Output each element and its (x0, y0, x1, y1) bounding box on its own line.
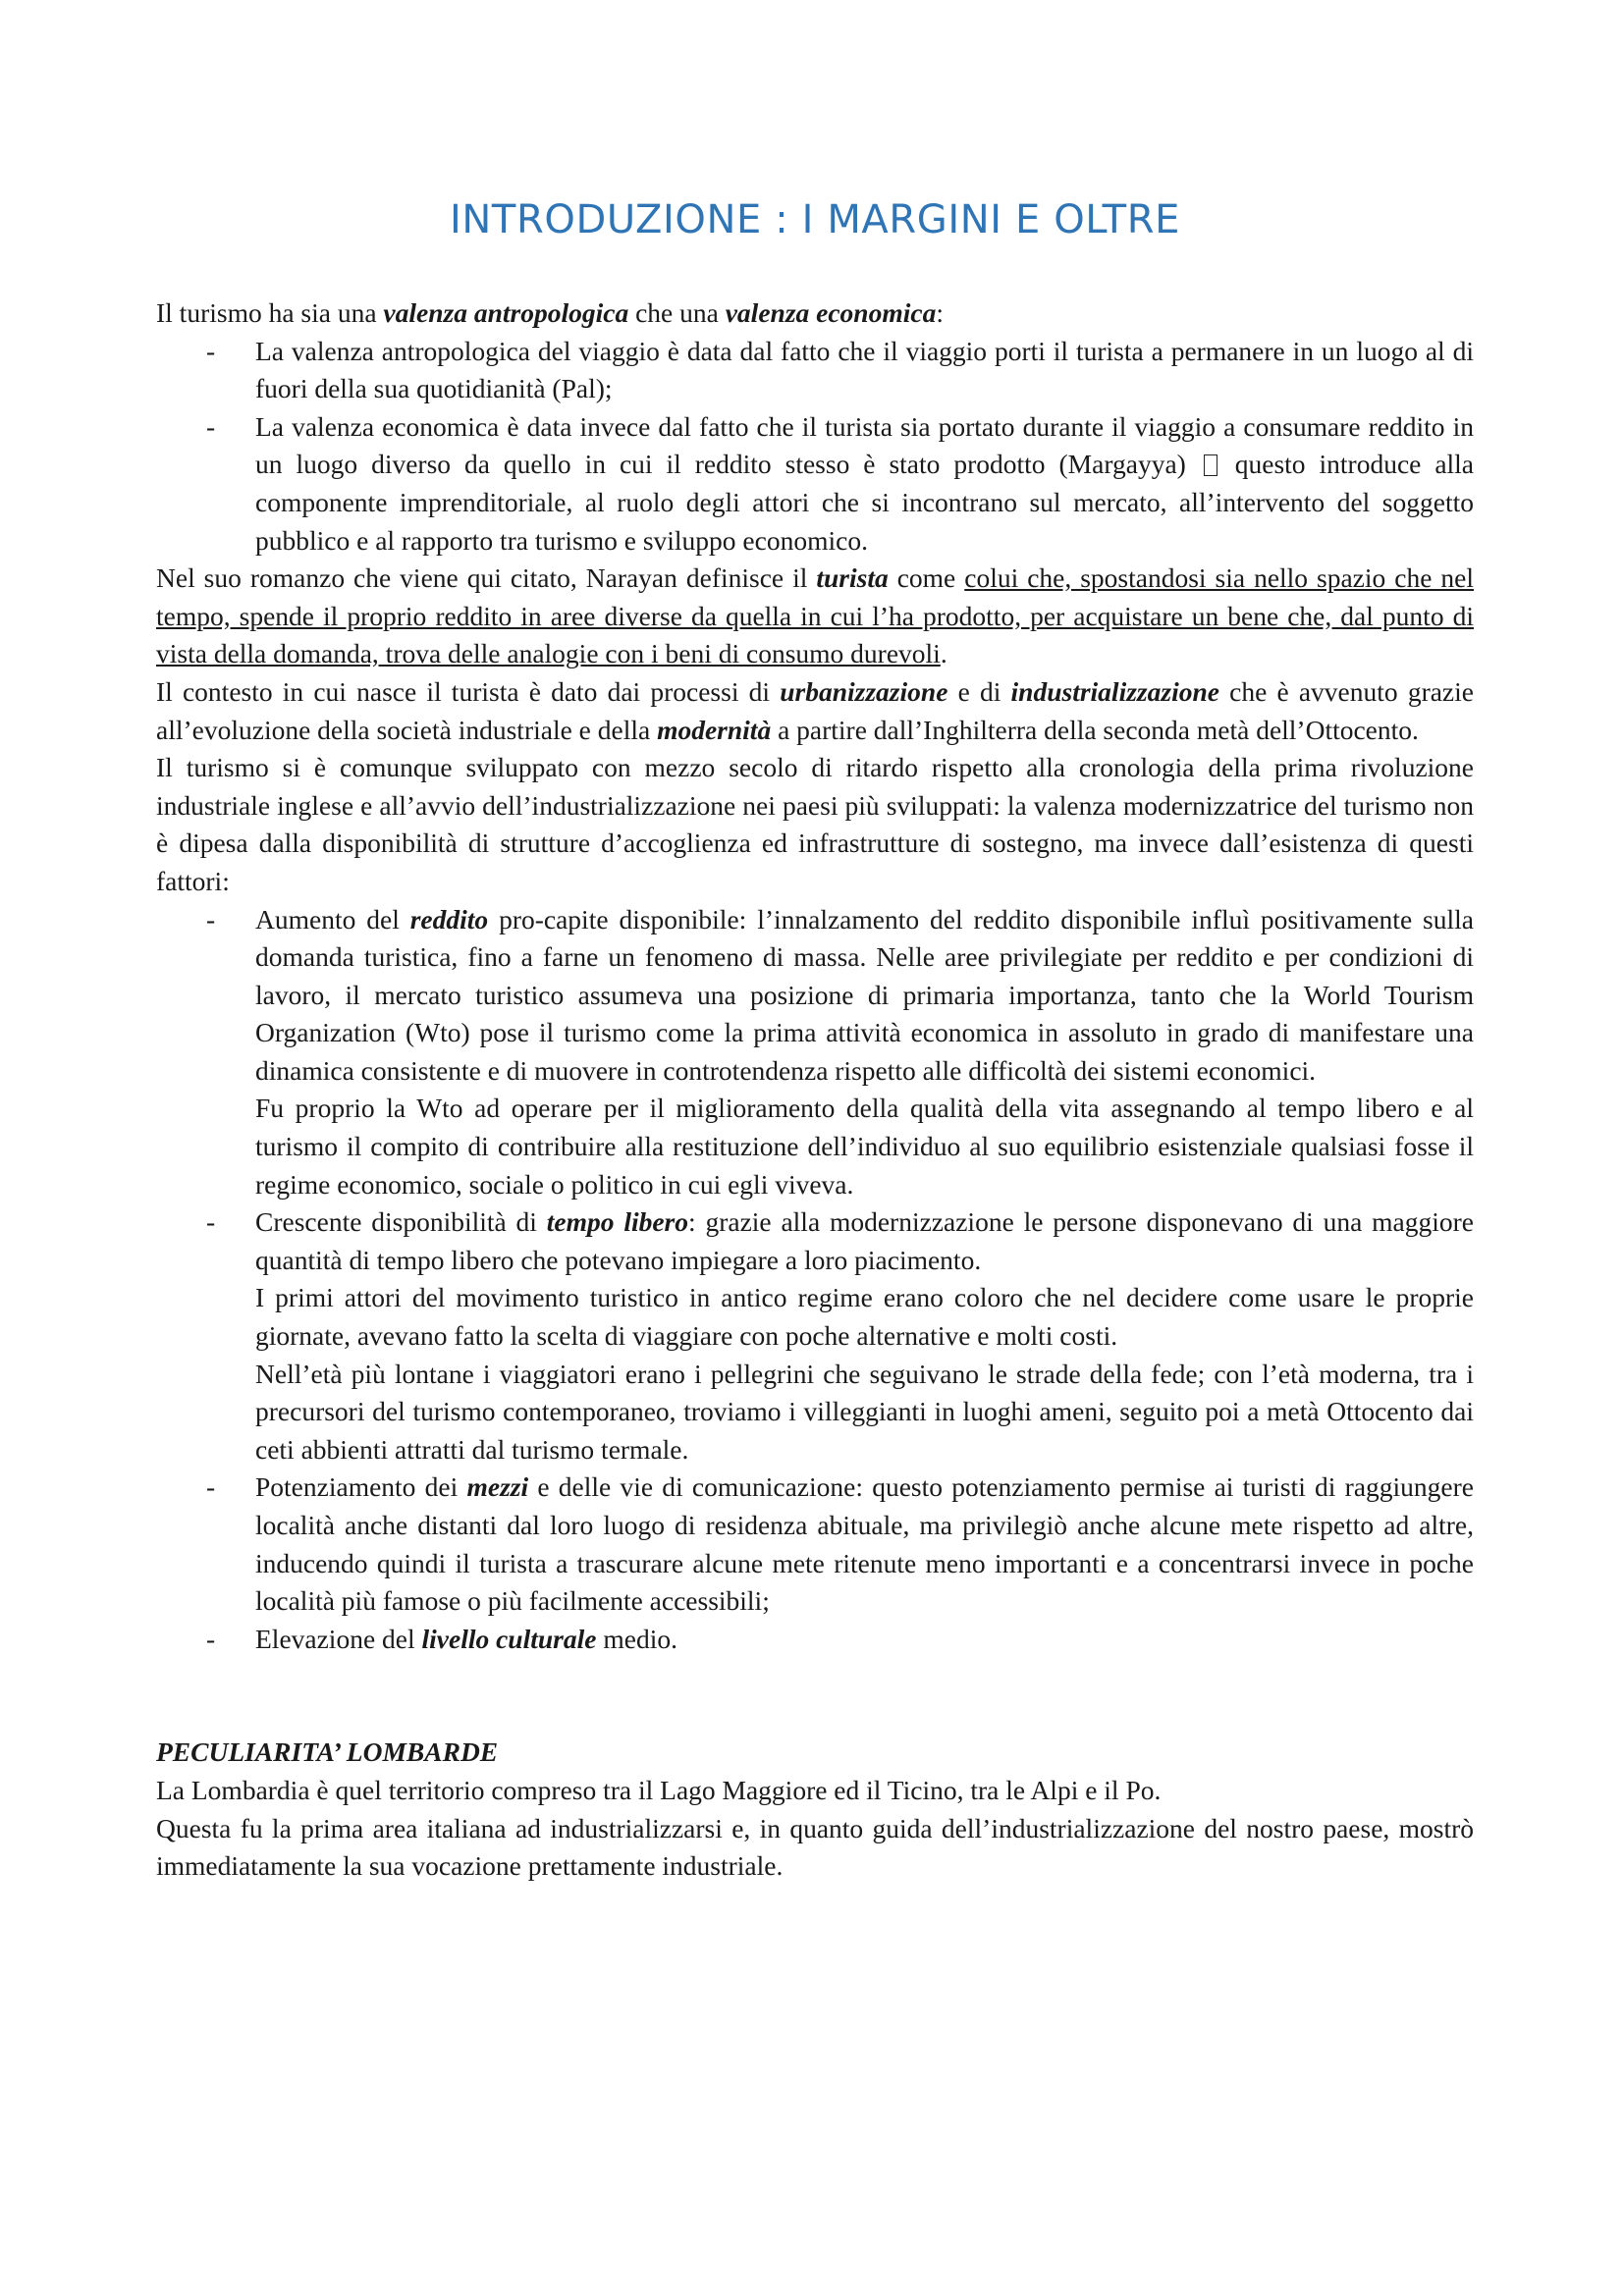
list-item (156, 1468, 1474, 1620)
list-item-text: Crescente disponibilità di (255, 1206, 547, 1238)
emphasis-modernita: modernità (657, 714, 772, 745)
list-item-paragraph: I primi attori del movimento turistico in antico regime erano coloro che nel decidere come usare le proprie giornate, avevano fatto la scelta di viaggiare con poche alternative e molti costi. (255, 1282, 1474, 1352)
list-item-paragraph (255, 901, 1474, 1091)
paragraph-text: come (888, 562, 965, 594)
intro-text: Il turismo ha sia una (156, 297, 384, 328)
paragraph-text: . (940, 638, 947, 669)
emphasis-livello-culturale: livello culturale (421, 1623, 597, 1654)
list-item (156, 1621, 1474, 1659)
narayan-paragraph (156, 560, 1474, 673)
list-item-paragraph (255, 1203, 1474, 1279)
list-item-text: : grazie alla modernizzazione le persone disponevano di una maggiore quantità di tempo libero che potevano impiegare a loro piacimento. (255, 1206, 1474, 1275)
intro-text: che una (628, 297, 726, 328)
emphasis-urbanizzazione: urbanizzazione (780, 675, 948, 707)
emphasis-industrializzazione: industrializzazione (1010, 675, 1219, 707)
section-heading-lombardia: PECULIARITA’ LOMBARDE (156, 1736, 499, 1768)
list-item-text: Potenziamento dei (255, 1471, 467, 1503)
list-item (156, 333, 1474, 408)
list-item-text: La valenza antropologica del viaggio è data dal fatto che il viaggio porti il turista a permanere in un luogo al di fuori della sua quotidianità (Pal); (255, 335, 1474, 404)
lombardia-paragraph-2: Questa fu la prima area italiana ad industrializzarsi e, in quanto guida dell’industrializzazione del nostro paese, mostrò immediatamente la sua vocazione prettamente industriale. (156, 1812, 1474, 1882)
list-item-text: Aumento del (255, 903, 410, 934)
intro-emphasis-economic: valenza economica (725, 297, 937, 328)
list-item-paragraph: Fu proprio la Wto ad operare per il miglioramento della qualità della vita assegnando al tempo libero e al turismo il compito di contribuire alla restituzione dell’individuo al suo equilibrio esistenziale qualsiasi fosse il regime economico, sociale o politico in cui egli viveva. (255, 1093, 1474, 1200)
paragraph-text: e di (947, 675, 1011, 707)
intro-emphasis-anthropological: valenza antropologica (383, 297, 629, 328)
list-item-text: Elevazione del (255, 1623, 422, 1654)
list-item (156, 901, 1474, 1204)
list-item-text: pro-capite disponibile: l’innalzamento del reddito disponibile influì positivamente sulla domanda turistica, fino a farne un fenomeno di massa. Nelle aree privilegiate per reddito e per condizioni di lavoro, il mercato turistico assumeva una posizione di primaria importanza, tanto che la World Tourism Organization (Wto) pose il turismo come la prima attività economica in assoluto in grado di manifestare una dinamica consistente e di muovere in controtendenza rispetto alle difficoltà dei sistemi economici. (255, 903, 1474, 1086)
list-item-text: La valenza economica è data invece dal fatto che il turista sia portato durante il viaggio a consumare reddito in un luogo diverso da quello in cui il reddito stesso è stato prodotto (Margayya) (255, 410, 1474, 480)
emphasis-turista: turista (816, 562, 889, 594)
list-item-text: e delle vie di comunicazione: questo potenziamento permise ai turisti di raggiungere località anche distanti dal loro luogo di residenza abituale, ma privilegiò anche alcune mete rispetto ad altre, inducendo quindi il turista a trascurare alcune mete ritenute meno importanti e a concentrarsi invece in poche località più famose o più facilmente accessibili; (255, 1471, 1474, 1617)
list-dash: - (206, 903, 216, 934)
list-item (156, 408, 1474, 560)
list-item-paragraph: Nell’età più lontane i viaggiatori erano i pellegrini che seguivano le strade della fede; con l’età moderna, tra i precursori del turismo contemporaneo, troviamo i villeggianti in luoghi ameni, seguito poi a metà Ottocento dai ceti abbienti attratti dal turismo termale. (255, 1358, 1474, 1465)
contesto-paragraph (156, 673, 1474, 749)
list-item-paragraph (255, 1621, 1474, 1659)
paragraph-text: Il contesto in cui nasce il turista è dato dai processi di (156, 675, 781, 707)
paragraph-text: a partire dall’Inghilterra della seconda metà dell’Ottocento. (771, 714, 1419, 745)
turista-definition: colui che, spostandosi sia nello spazio che nel tempo, spende il proprio reddito in aree diverse da quella in cui l’ha prodotto, per acquistare un bene che, dal punto di vista della domanda, trova delle analogie con i beni di consumo durevoli (156, 562, 1474, 669)
intro-text: : (936, 297, 944, 328)
intro-paragraph (156, 294, 1474, 333)
emphasis-mezzi: mezzi (466, 1471, 529, 1503)
list-dash: - (206, 335, 216, 366)
paragraph-text: che è avvenuto grazie all’evoluzione della società industriale e della (156, 675, 1474, 745)
turismo-paragraph: Il turismo si è comunque sviluppato con mezzo secolo di ritardo rispetto alla cronologia della prima rivoluzione industriale inglese e all’avvio dell’industrializzazione nei paesi più sviluppati: la valenza modernizzatrice del turismo non è dipesa dalla disponibilità di strutture d’accoglienza ed infrastrutture di sostegno, ma invece dall’esistenza di questi fattori: (156, 752, 1474, 896)
fattori-list (156, 901, 1474, 1659)
valenze-list (156, 333, 1474, 561)
list-item-text: questo introduce alla componente imprenditoriale, al ruolo degli attori che si incontrano sul mercato, all’intervento del soggetto pubblico e al rapporto tra turismo e sviluppo economico. (255, 449, 1475, 556)
paragraph-text: Nel suo romanzo che viene qui citato, Narayan definisce il (156, 562, 817, 594)
document-title: INTRODUZIONE : I MARGINI E OLTRE (450, 197, 1180, 242)
arrow-icon (1204, 454, 1217, 476)
list-dash: - (206, 1623, 216, 1654)
list-dash: - (206, 1471, 216, 1503)
list-item (156, 1203, 1474, 1468)
list-item-paragraph (255, 1468, 1474, 1620)
emphasis-reddito: reddito (409, 903, 489, 934)
lombardia-paragraph-1: La Lombardia è quel territorio compreso tra il Lago Maggiore ed il Ticino, tra le Alpi e il Po. (156, 1774, 1162, 1805)
emphasis-tempo-libero: tempo libero (546, 1206, 689, 1238)
list-dash: - (206, 1206, 216, 1238)
list-dash: - (206, 410, 216, 442)
list-item-text: medio. (596, 1623, 677, 1654)
